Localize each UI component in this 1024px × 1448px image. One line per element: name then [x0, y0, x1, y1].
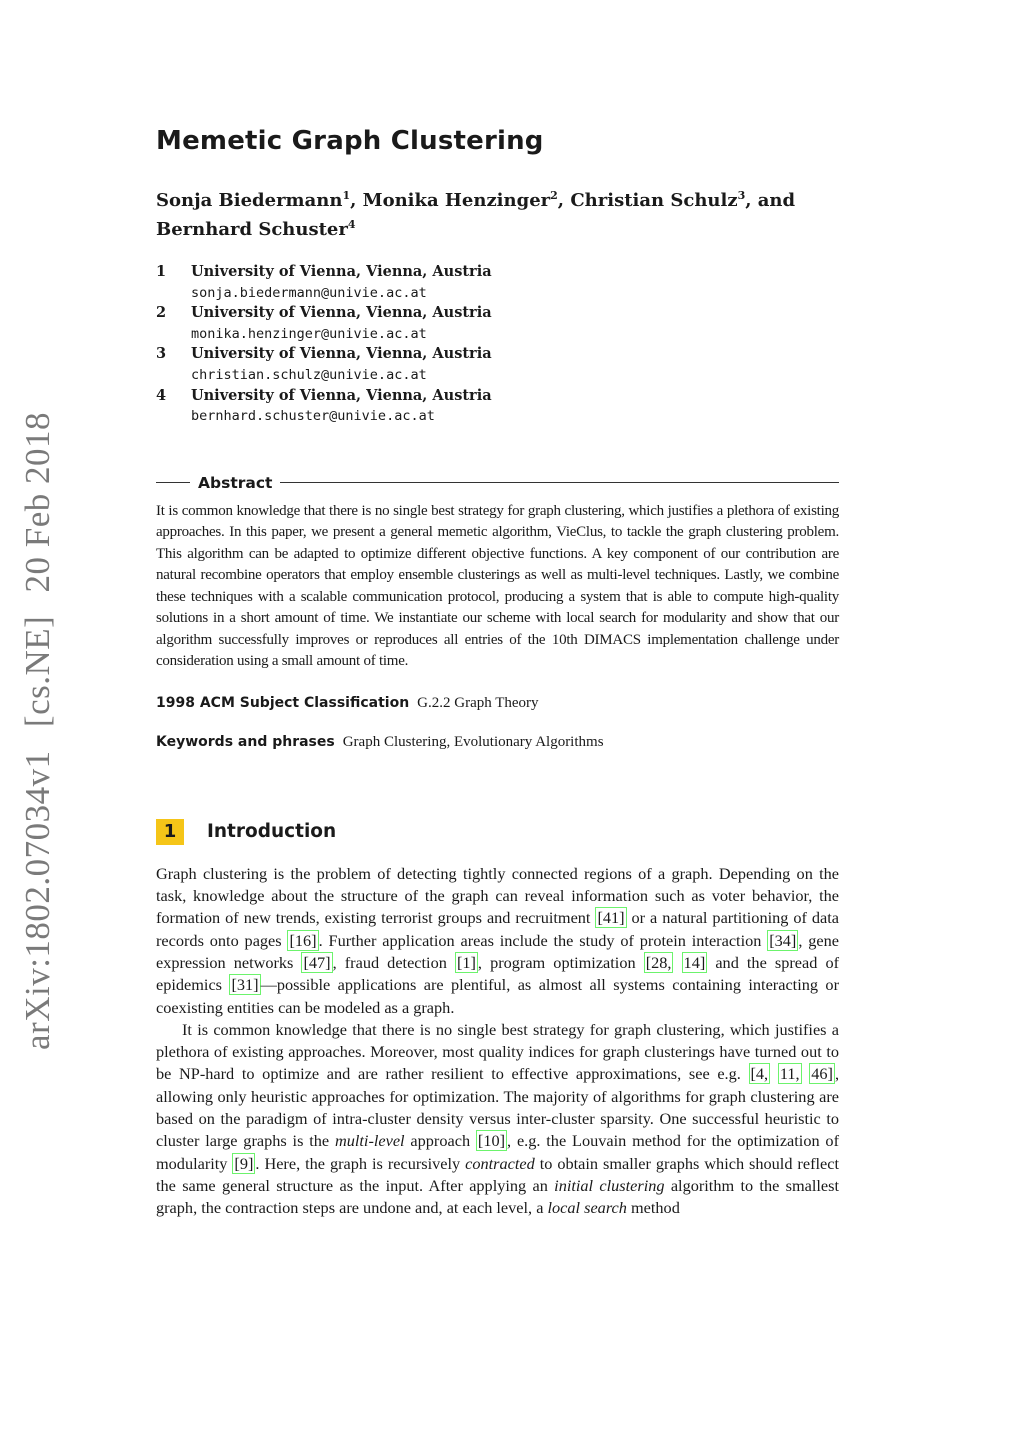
- abstract-heading: [156, 473, 839, 493]
- keywords-label: Keywords and phrases: [156, 733, 335, 750]
- text-run: It is common knowledge that there is no single best strategy for graph clustering, which justifies a plethora of existing approaches. Moreover, most quality indices for graph clusterings have turned out to be NP-hard to optimize and are rather resilient to effective approximations, see e.g.: [156, 1019, 839, 1084]
- citation-link[interactable]: [9]: [234, 1153, 254, 1173]
- text-run: , allowing only heuristic approaches for optimization. The majority of algorithms for graph clustering are based on the paradigm of intra-cluster density versus inter-cluster sparsity. One successful heuristic to cluster large graphs is the: [156, 1064, 840, 1151]
- citation-link[interactable]: [28,: [645, 952, 672, 972]
- emphasis: initial clustering: [554, 1175, 665, 1195]
- keywords: [156, 734, 839, 751]
- affiliation-number: 4: [156, 386, 167, 404]
- affiliation-email[interactable]: bernhard.schuster@univie.ac.at: [191, 408, 435, 425]
- arxiv-id: arXiv:1802.07034v1: [18, 750, 57, 1050]
- text-run: and the spread of epidemics: [156, 952, 840, 995]
- text-run: , gene expression networks: [156, 930, 839, 972]
- section-title: Introduction: [207, 821, 337, 843]
- citation-link[interactable]: [31]: [231, 975, 259, 995]
- text-run: method: [626, 1198, 680, 1218]
- author-list: Sonja Biedermann$^1$, Monika Henzinger$^2$, Christian Schulz$^3$, and Bernhard Schuster$^4$: [156, 189, 796, 240]
- affiliation-email[interactable]: christian.schulz@univie.ac.at: [191, 366, 427, 383]
- text-run: approach: [404, 1131, 476, 1151]
- citation-link[interactable]: 14]: [683, 952, 706, 972]
- affiliation-institution: University of Vienna, Vienna, Austria: [191, 263, 492, 280]
- author-mark: 4: [347, 218, 356, 231]
- emphasis: local search: [547, 1198, 627, 1218]
- affiliations: [156, 262, 839, 427]
- acm-label: 1998 ACM Subject Classification: [156, 694, 410, 711]
- affiliation-institution: University of Vienna, Vienna, Austria: [191, 304, 492, 322]
- text-run: or a natural partitioning of data records onto pages: [156, 908, 840, 950]
- text-run: —possible applications are plentiful, as almost all systems containing interacting or coexisting entities can be modeled as a graph.: [156, 975, 839, 1017]
- text-run: . Further application areas include the study of protein interaction: [318, 930, 768, 950]
- author-mark: 2: [550, 189, 558, 202]
- citation-link[interactable]: [34]: [769, 930, 797, 950]
- text-run: , e.g. the Louvain method for the optimization of modularity: [156, 1131, 839, 1173]
- citation-link[interactable]: [47]: [303, 952, 331, 972]
- arxiv-date: 20 Feb 2018: [18, 411, 57, 593]
- abstract-text: It is common knowledge that there is no single best strategy for graph clustering, which justifies a plethora of existing approaches. In this paper, we present a general memetic algorithm, VieClus, to tackle the graph clustering problem. This algorithm can be adapted to optimize different objective functions. A key component of our contribution are natural recombine operators that employ ensemble clusterings as well as multi-level techniques. Lastly, we combine these techniques with a scalable communication protocol, producing a system that is able to compute high-quality solutions in a short amount of time. We instantiate our scheme with local search for modularity and show that our algorithm successfully improves or reproduces all entries of the 10th DIMACS implementation challenge under consideration using a small amount of time.: [156, 502, 839, 670]
- text-run: to obtain smaller graphs which should reflect the same general structure as the input. After applying an: [156, 1153, 840, 1195]
- affiliation-institution: University of Vienna, Vienna, Austria: [191, 386, 492, 404]
- affiliation: [156, 386, 839, 427]
- arxiv-category: [cs.NE]: [18, 615, 57, 728]
- affiliation: [156, 262, 839, 303]
- section-body: [156, 863, 839, 1220]
- paragraph: [156, 1019, 839, 1220]
- citation-link[interactable]: [41]: [597, 908, 625, 928]
- author-mark: 1: [342, 189, 351, 202]
- author-mark: 3: [737, 189, 746, 202]
- affiliation-number: 3: [156, 345, 167, 363]
- author-name: Bernhard Schuster: [156, 219, 348, 240]
- text-run: . Here, the graph is recursively: [255, 1153, 466, 1173]
- affiliation-email[interactable]: sonja.biedermann@univie.ac.at: [191, 284, 427, 301]
- affiliation-institution: University of Vienna, Vienna, Austria: [191, 345, 492, 363]
- acm-value: G.2.2 Graph Theory: [417, 694, 539, 711]
- emphasis: multi-level: [334, 1131, 405, 1151]
- citation-link[interactable]: [10]: [477, 1131, 506, 1151]
- citation-link[interactable]: [1]: [456, 952, 476, 972]
- page-content: [156, 126, 839, 1220]
- text-run: , program optimization: [477, 952, 644, 972]
- text-run: Graph clustering is the problem of detecting tightly connected regions of a graph. Depending on the task, knowledge about the structure of the graph can reveal information such as voter behavior, the formation of new trends, existing terrorist groups and recruitment: [156, 863, 839, 928]
- affiliation-number: 2: [156, 304, 167, 322]
- abstract-rule-left: [156, 482, 190, 483]
- text-run: , fraud detection: [332, 952, 455, 972]
- section-heading: [156, 819, 839, 845]
- abstract-label: Abstract: [198, 473, 273, 492]
- paper-title: Memetic Graph Clustering: [156, 126, 544, 156]
- citation-link[interactable]: 11,: [779, 1064, 800, 1084]
- citation-link[interactable]: 46]: [811, 1064, 833, 1084]
- arxiv-stamp: [18, 398, 58, 1050]
- acm-classification: [156, 695, 839, 712]
- author-name: Sonja Biedermann: [156, 190, 343, 211]
- text-run: algorithm to the smallest graph, the contraction steps are undone and, at each level, a: [156, 1175, 840, 1218]
- keywords-value: Graph Clustering, Evolutionary Algorithms: [342, 733, 604, 750]
- affiliation-number: 1: [156, 263, 167, 280]
- section-number: 1: [156, 819, 184, 845]
- author-name: Christian Schulz: [570, 190, 738, 211]
- paragraph: [156, 863, 839, 1019]
- affiliation: [156, 303, 839, 344]
- citation-link[interactable]: [16]: [289, 930, 317, 950]
- affiliation-email[interactable]: monika.henzinger@univie.ac.at: [191, 325, 427, 342]
- emphasis: contracted: [465, 1153, 535, 1173]
- author-and: , and: [745, 190, 796, 211]
- abstract-rule-right: [280, 482, 839, 483]
- affiliation: [156, 344, 839, 385]
- citation-link[interactable]: [4,: [750, 1064, 769, 1084]
- author-name: Monika Henzinger: [362, 190, 551, 211]
